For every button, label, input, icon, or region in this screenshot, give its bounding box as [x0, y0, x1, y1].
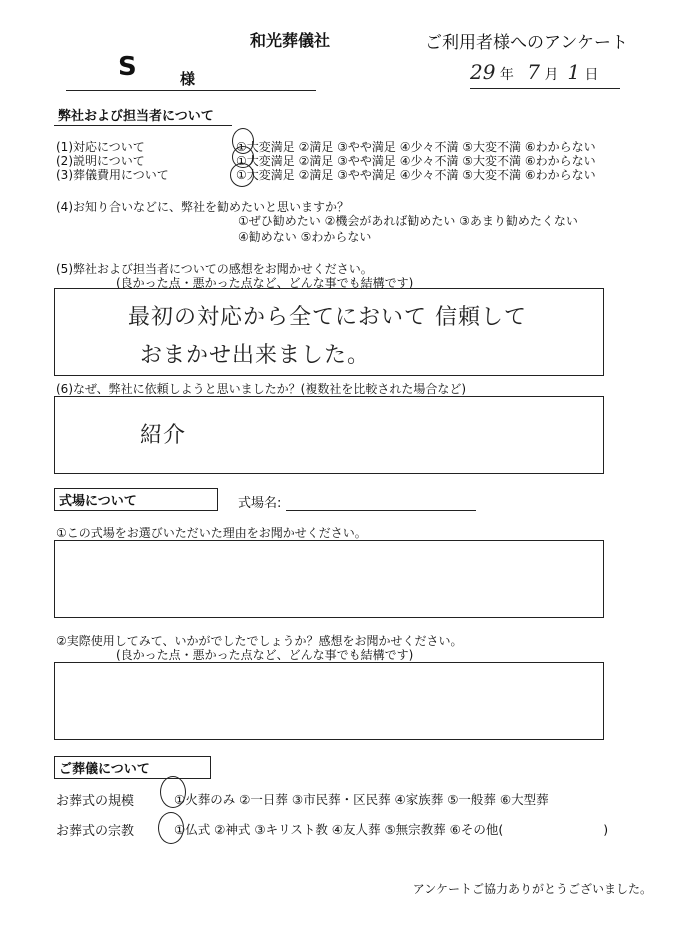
section-title-company: 弊社および担当者について [54, 104, 232, 126]
question-4-label: (4)お知り合いなどに、弊社を勧めたいと思いますか？ [56, 200, 350, 214]
funeral-scale-label: お葬式の規模 [56, 794, 135, 809]
question-2-label: (2)説明について [56, 154, 145, 168]
date-year: 29 [470, 60, 496, 84]
venue-question-1-answer-box [54, 540, 604, 618]
footer-thanks: アンケートご協力ありがとうございました。 [412, 882, 652, 896]
venue-question-2-answer-box [54, 662, 604, 740]
survey-title: ご利用者様へのアンケート [425, 33, 628, 53]
date-month-unit: 月 [544, 67, 559, 83]
date-day-unit: 日 [584, 67, 599, 83]
funeral-religion-label: お葬式の宗教 [56, 824, 135, 839]
question-3-options: ①大変満足 ②満足 ③やや満足 ④少々不満 ⑤大変不満 ⑥わからない [236, 168, 596, 182]
survey-date [470, 60, 599, 84]
question-6-label: (6)なぜ、弊社に依頼しようと思いましたか？(複数社を比較された場合など) [56, 382, 467, 396]
venue-question-1: ①この式場をお選びいただいた理由をお聞かせください。 [56, 526, 367, 540]
question-1-label: (1)対応について [56, 140, 145, 154]
answer-circle-q3 [230, 163, 254, 187]
date-month: 7 [527, 60, 540, 84]
question-5-label: (5)弊社および担当者についての感想をお聞かせください。 [56, 262, 373, 276]
date-year-unit: 年 [499, 67, 514, 83]
funeral-scale-options: ①火葬のみ ②一日葬 ③市民葬・区民葬 ④家族葬 ⑤一般葬 ⑥大型葬 [174, 792, 549, 807]
customer-honorific: 様 [180, 70, 196, 88]
question-4-options-line2: ④勧めない ⑤わからない [238, 230, 372, 244]
venue-question-2-sub: (良かった点・悪かった点など、どんな事でも結構です) [116, 648, 414, 662]
question-3-label: (3)葬儀費用について [56, 168, 169, 182]
date-underline [470, 88, 620, 89]
company-name: 和光葬儀社 [250, 31, 331, 50]
date-day: 1 [567, 60, 581, 84]
question-6-answer-box [54, 396, 604, 474]
venue-name-value [286, 496, 476, 511]
question-2-options: ①大変満足 ②満足 ③やや満足 ④少々不満 ⑤大変不満 ⑥わからない [236, 154, 596, 168]
customer-name: S [118, 52, 137, 82]
venue-name-label: 式場名: [238, 496, 282, 511]
venue-question-2: ②実際使用してみて、いかがでしたでしょうか？感想をお聞かせください。 [56, 634, 463, 648]
section-title-venue: 式場について [54, 488, 218, 511]
venue-name-field [238, 492, 476, 511]
section-title-funeral: ご葬儀について [54, 756, 211, 779]
answer-circle-religion [158, 812, 184, 844]
question-4-options-line1: ①ぜひ勧めたい ②機会があれば勧めたい ③あまり勧めたくない [238, 214, 578, 228]
question-6-answer: 紹介 [140, 423, 187, 448]
name-underline [66, 90, 316, 91]
question-5-answer-line2: おまかせ出来ました。 [140, 343, 371, 368]
question-5-sub: (良かった点・悪かった点など、どんな事でも結構です) [116, 276, 414, 290]
answer-circle-scale [160, 776, 186, 808]
question-5-answer-line1: 最初の対応から全てにおいて 信頼して [128, 305, 527, 330]
funeral-religion-options: ①仏式 ②神式 ③キリスト教 ④友人葬 ⑤無宗教葬 ⑥その他( ) [174, 822, 609, 837]
question-1-options: ①大変満足 ②満足 ③やや満足 ④少々不満 ⑤大変不満 ⑥わからない [236, 140, 596, 154]
